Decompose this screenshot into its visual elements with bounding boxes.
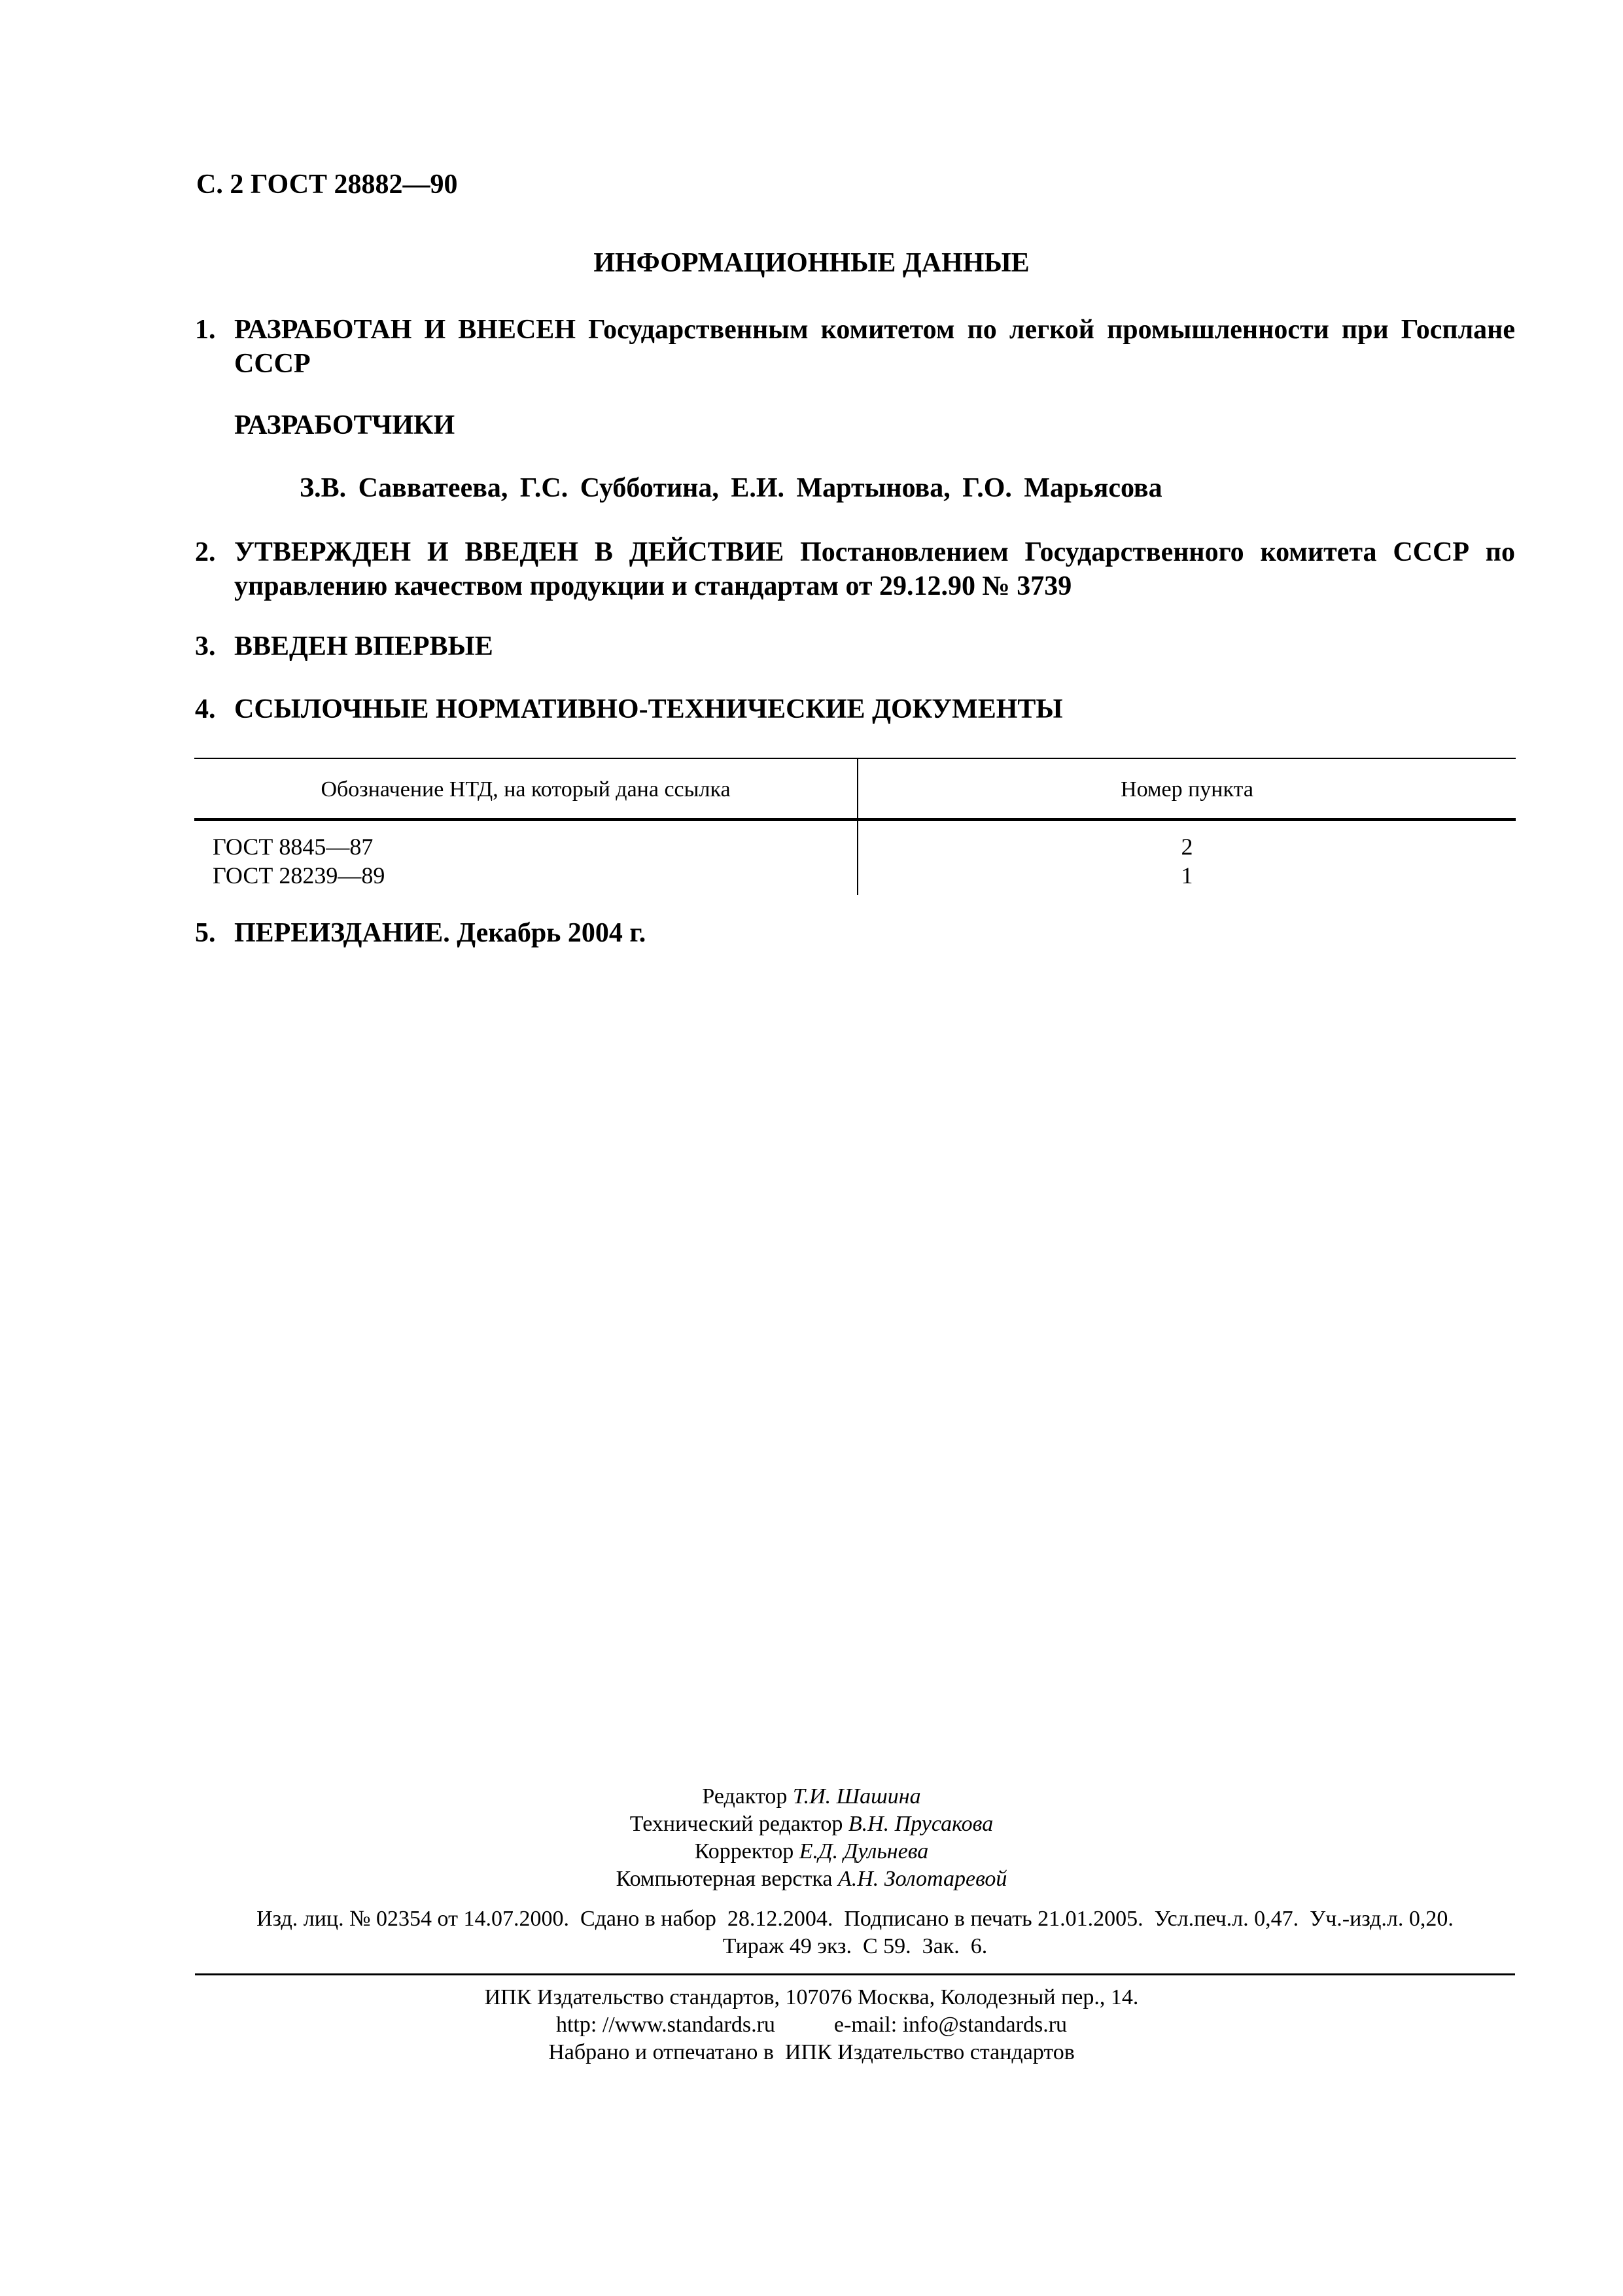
table-header-doc: Обозначение НТД, на который дана ссылка — [321, 777, 731, 802]
section-title: ИНФОРМАЦИОННЫЕ ДАННЫЕ — [593, 248, 1030, 278]
table-header-rule — [194, 818, 1516, 821]
reference-table — [194, 758, 1516, 895]
credit-layout: Компьютерная верстка А.Н. Золотаревой — [616, 1867, 1007, 1891]
pubinfo-line-2: Тираж 49 экз. С 59. Зак. 6. — [722, 1934, 988, 1958]
info-item-4 — [195, 692, 1515, 726]
publisher-printed-by: Набрано и отпечатано в ИПК Издательство стандартов — [548, 2040, 1075, 2064]
developers-heading: РАЗРАБОТЧИКИ — [234, 410, 455, 440]
info-item-2 — [195, 535, 1515, 603]
pubinfo-line-1: Изд. лиц. № 02354 от 14.07.2000. Сдано в набор 28.12.2004. Подписано в печать 21.01.2005. Усл.печ.л. 0,47. Уч.-изд.л. 0,20. — [256, 1907, 1454, 1931]
table-cell-doc: ГОСТ 28239—89 — [213, 862, 385, 889]
item-number: 2. — [195, 537, 216, 567]
publisher-address: ИПК Издательство стандартов, 107076 Москва, Колодезный пер., 14. — [484, 1985, 1139, 2009]
publisher-website: http: //www.standards.ru — [555, 2013, 775, 2037]
credits-block — [0, 1783, 1623, 1893]
item-number: 4. — [195, 694, 216, 724]
item-heading: УТВЕРЖДЕН И ВВЕДЕН В ДЕЙСТВИЕ — [234, 537, 784, 567]
info-item-1 — [195, 313, 1515, 381]
publisher-block — [0, 1984, 1623, 2066]
item-number: 5. — [195, 918, 216, 948]
item-heading: ССЫЛОЧНЫЕ НОРМАТИВНО-ТЕХНИЧЕСКИЕ ДОКУМЕНТЫ — [234, 694, 1063, 724]
item-heading: РАЗРАБОТАН И ВНЕСЕН — [234, 315, 576, 345]
info-item-5 — [195, 916, 1515, 950]
item-text: Государственным комитетом по легкой промышленности при Госплане СССР — [234, 315, 1516, 379]
item-heading: ВВЕДЕН ВПЕРВЫЕ — [234, 631, 493, 662]
footer-divider — [195, 1973, 1515, 1975]
publisher-email: e-mail: info@standards.ru — [833, 2013, 1068, 2037]
item-text: Постановлением Государственного комитета СССР по управлению качеством продукции и стандартам от 29.12.90 № 3739 — [234, 537, 1515, 601]
table-top-rule — [194, 758, 1516, 759]
item-number: 3. — [195, 631, 216, 662]
credit-proofreader: Корректор Е.Д. Дульнева — [694, 1839, 929, 1863]
item-number: 1. — [195, 315, 216, 345]
credit-editor: Редактор Т.И. Шашина — [702, 1784, 921, 1809]
table-cell-clause: 1 — [1181, 862, 1193, 889]
developers-names: З.В. Савватеева, Г.С. Субботина, Е.И. Мартынова, Г.О. Марьясова — [300, 473, 1162, 503]
publisher-contacts — [0, 2011, 1623, 2039]
page-header: С. 2 ГОСТ 28882—90 — [196, 169, 458, 200]
item-heading: ПЕРЕИЗДАНИЕ. Декабрь 2004 г. — [234, 918, 646, 948]
table-header-clause: Номер пункта — [1121, 777, 1253, 802]
table-cell-clause: 2 — [1181, 834, 1193, 860]
publication-info — [195, 1905, 1515, 1960]
info-item-3 — [195, 629, 1515, 663]
credit-tech-editor: Технический редактор В.Н. Прусакова — [629, 1812, 994, 1836]
table-cell-doc: ГОСТ 8845—87 — [213, 834, 374, 860]
